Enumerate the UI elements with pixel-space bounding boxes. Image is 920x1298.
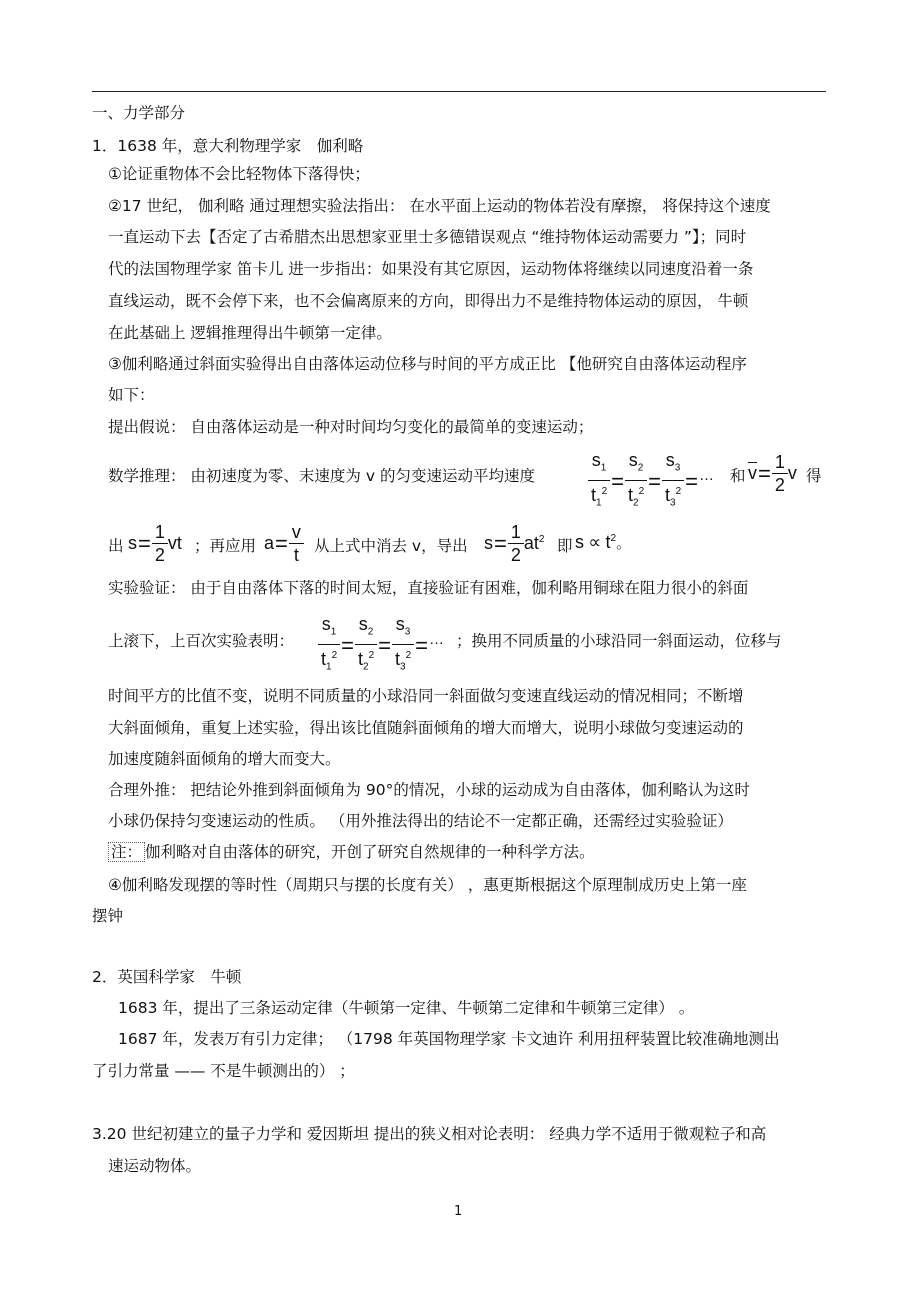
item1-p2-line4: 直线运动，既不会停下来，也不会偏离原来的方向，即得出力不是维持物体运动的原因， 牛顿 [108,292,749,310]
item1-heading: 1．1638 年，意大利物理学家 伽利略 [92,137,364,155]
proportional-formula: $s \propto t^2$。 [575,532,632,552]
note-text: 伽利略对自由落体的研究，开创了研究自然规律的一种科学方法。 [145,843,595,861]
verify-line2a: 上滚下，上百次实验表明： [108,632,295,650]
extrapolate-line2: 小球仍保持匀变速运动的性质。 （用外推法得出的结论不一定都正确，还需经过实验验证） [108,812,733,830]
verify-line2b: ；换用不同质量的小球沿同一斜面运动，位移与 [456,632,782,650]
item1-p4-line2: 摆钟 [92,907,124,925]
section-title: 一、力学部分 [92,104,186,122]
experiment-ratio-formula: $\frac{s_1}{t_1^2}$ = $\frac{s_2}{t_2^2}$ = $\frac{s_3}{t_3^2}$ =… [318,614,444,677]
item1-p2-line5: 在此基础上 逻辑推理得出牛顿第一定律。 [108,324,392,342]
item2-line1: 1683 年，提出了三条运动定律（牛顿第一定律、牛顿第二定律和牛顿第三定律） 。 [118,999,695,1017]
deduction-and: 和 [730,467,746,485]
item1-p3-line2: 如下： [108,386,155,404]
verify-line3: 时间平方的比值不变，说明不同质量的小球沿同一斜面做匀变速直线运动的情况相同；不断增 [108,687,744,705]
item1-p1: ①论证重物体不会比轻物体下落得快； [108,165,370,183]
verify-line4: 大斜面倾角，重复上述实验，得出该比值随斜面倾角的增大而增大，说明小球做匀变速运动的 [108,719,744,737]
deduction-eliminate: 从上式中消去 v，导出 [314,537,468,555]
item1-p4-line1: ④伽利略发现摆的等时性（周期只与摆的长度有关） ，惠更斯根据这个原理制成历史上第一座 [108,876,747,894]
item2-line2: 1687 年，发表万有引力定律； （1798 年英国物理学家 卡文迪许 利用扭秤装置比较准确地测出 [118,1030,780,1048]
header-rule [92,91,826,92]
verify-line5: 加速度随斜面倾角的增大而变大。 [108,750,341,768]
item1-p3-line1: ③伽利略通过斜面实验得出自由落体运动位移与时间的平方成正比 【他研究自由落体运动程序 [108,355,747,373]
note-line [108,842,595,862]
item1-p2-line2: 一直运动下去【否定了古希腊杰出思想家亚里士多德错误观点 “维持物体运动需要力 ”】；同时 [108,228,747,246]
average-velocity-formula: $\overline{v}=$ $\frac{1}{2}$ v [748,452,797,495]
deduction-ji: 即 [557,537,573,555]
verify-line1: 实验验证： 由于自由落体下落的时间太短，直接验证有困难，伽利略用铜球在阻力很小的斜面 [108,579,749,597]
deduction-ratio-formula: $\frac{s_1}{t_1^2}$ = $\frac{s_2}{t_2^2}$ = $\frac{s_3}{t_3^2}$ =… [588,450,714,513]
note-label: 注： [108,842,145,862]
deduction-apply: ；再应用 [194,537,257,555]
acceleration-formula: a= $\frac{v}{t}$ [264,522,304,565]
item2-heading: 2．英国科学家 牛顿 [92,968,242,986]
deduction-chu: 出 [108,537,124,555]
item3-line2: 速运动物体。 [108,1157,202,1175]
deduction-text: 数学推理： 由初速度为零、末速度为 v 的匀变速运动平均速度 [108,467,535,485]
extrapolate-line1: 合理外推： 把结论外推到斜面倾角为 90°的情况，小球的运动成为自由落体，伽利略认为这时 [108,781,750,799]
displacement-formula: s= $\frac{1}{2}$ vt [128,522,182,565]
hypothesis-line: 提出假说： 自由落体运动是一种对时间均匀变化的最简单的变速运动； [108,418,594,436]
page-number: 1 [454,1204,463,1219]
item1-p2-line1: ②17 世纪， 伽利略 通过理想实验法指出： 在水平面上运动的物体若没有摩擦， 将保持这个速度 [108,197,771,215]
displacement-at2-formula: s= $\frac{1}{2}$ $at^2$ [484,522,545,565]
item3-line1: 3.20 世纪初建立的量子力学和 爱因斯坦 提出的狭义相对论表明： 经典力学不适用于微观粒子和高 [92,1125,767,1143]
item1-p2-line3: 代的法国物理学家 笛卡儿 进一步指出：如果没有其它原因，运动物体将继续以同速度沿着一条 [108,260,754,278]
deduction-de: 得 [806,467,822,485]
item2-line3: 了引力常量 —— 不是牛顿测出的） ； [92,1062,355,1080]
